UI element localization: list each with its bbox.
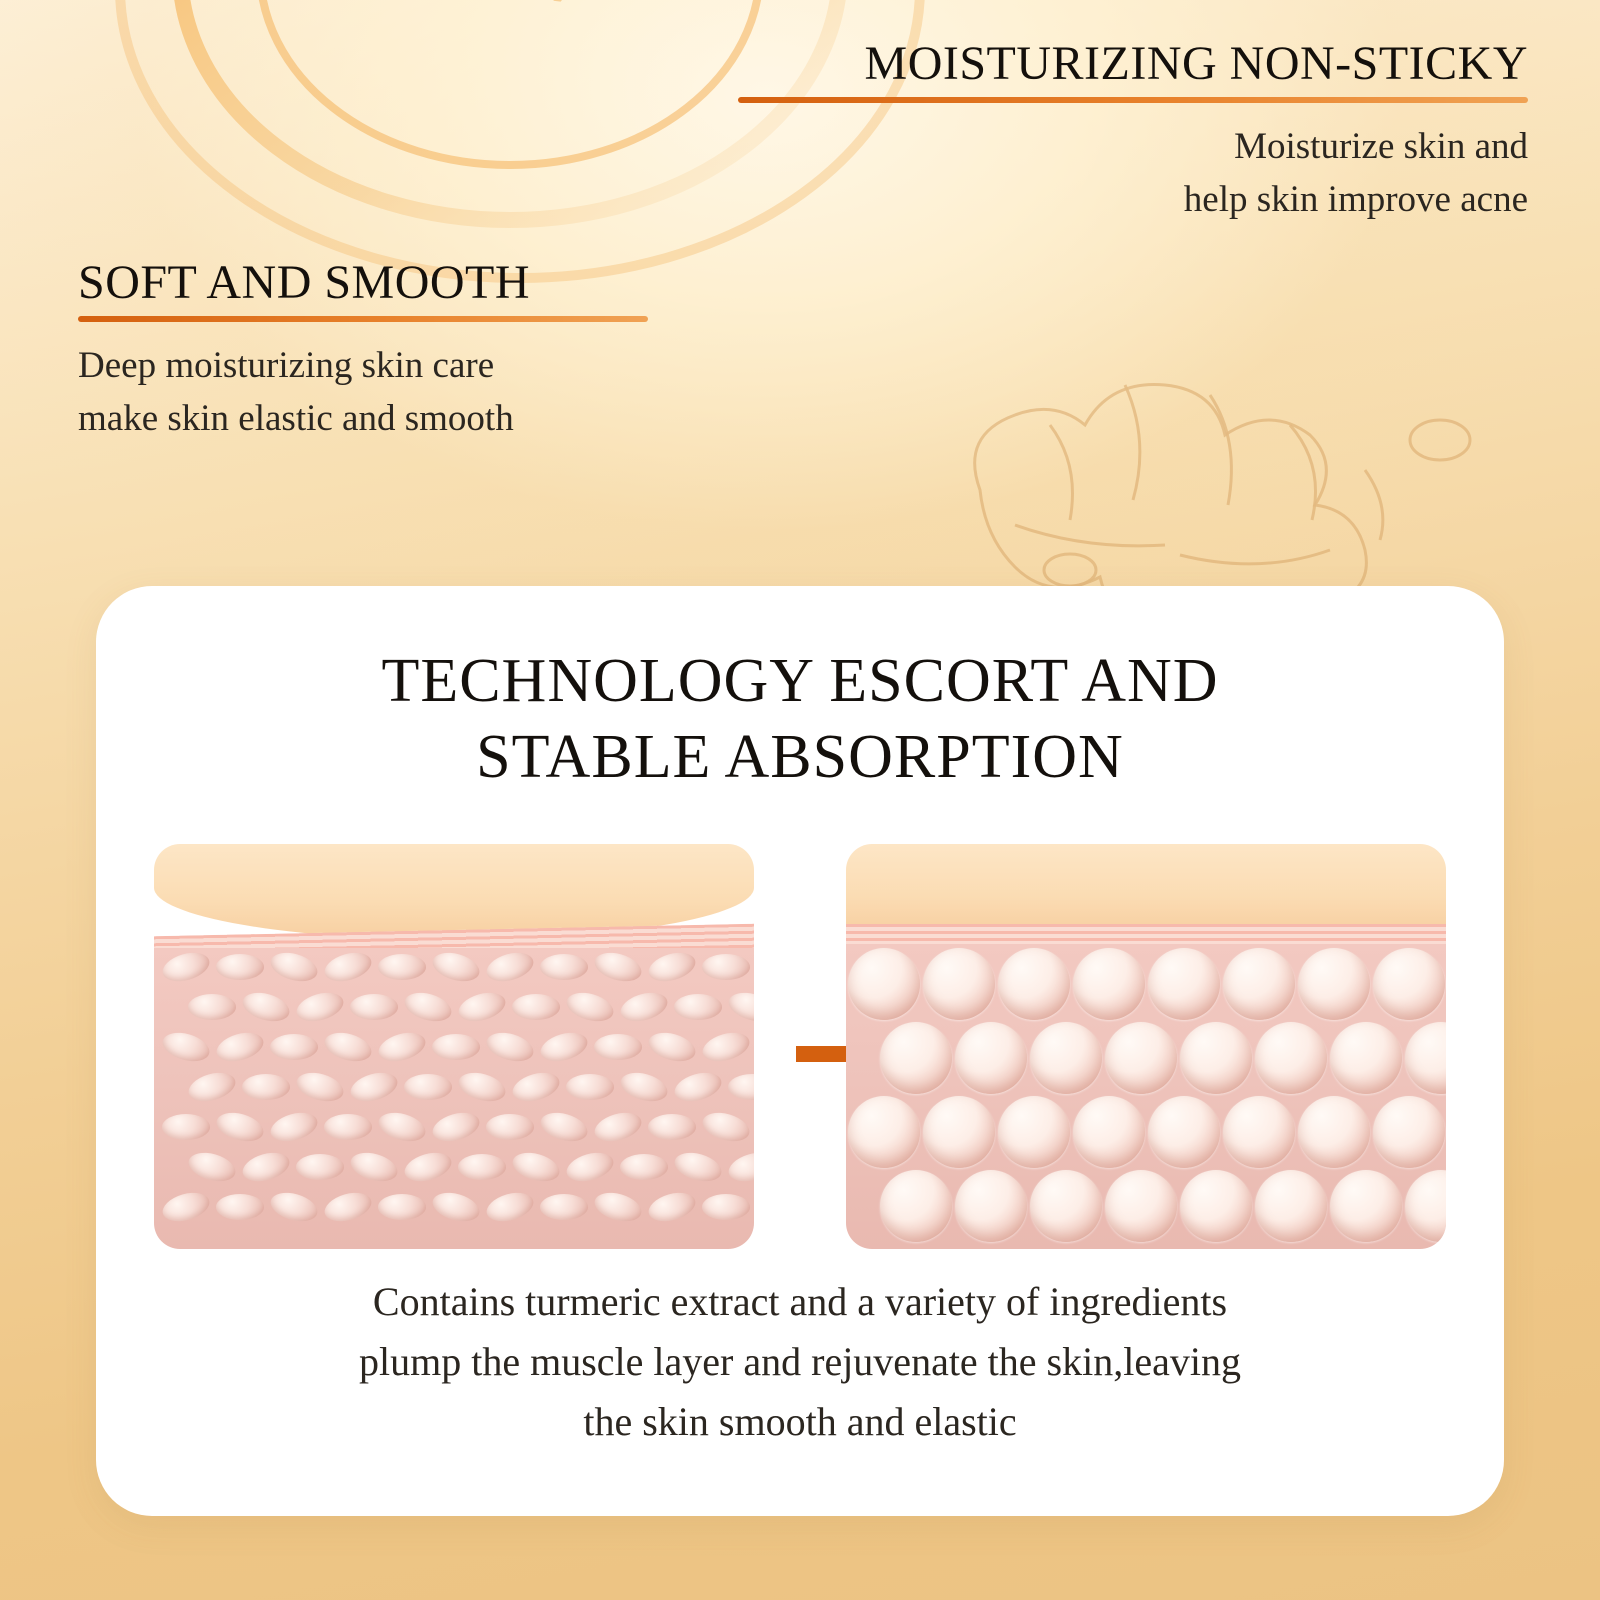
skin-cell-plump bbox=[1105, 1170, 1177, 1242]
feature-soft-and-smooth bbox=[78, 255, 648, 445]
skin-cell-flat bbox=[725, 988, 754, 1026]
ginger-root-illustration bbox=[920, 320, 1540, 620]
feature-moisturizing-body-line1: Moisturize skin and bbox=[1234, 126, 1528, 167]
skin-cell-flat bbox=[645, 1028, 698, 1066]
skin-cell-flat bbox=[483, 948, 536, 986]
skin-cell-plump bbox=[1105, 1022, 1177, 1094]
skin-cell-flat bbox=[185, 1068, 238, 1106]
flat-cell-field bbox=[154, 948, 754, 1249]
skin-cell-plump bbox=[1405, 1022, 1446, 1094]
card-title-line2: STABLE ABSORPTION bbox=[476, 722, 1124, 791]
skin-cell-flat bbox=[321, 1028, 374, 1066]
skin-cell-flat bbox=[378, 1194, 426, 1220]
skin-cell-flat bbox=[321, 1188, 374, 1226]
skin-cell-plump bbox=[955, 1170, 1027, 1242]
skin-cell-flat bbox=[483, 1028, 536, 1066]
feature-moisturizing-title: MOISTURIZING NON-STICKY bbox=[864, 37, 1528, 90]
skin-cell-plump bbox=[1073, 1096, 1145, 1168]
skin-cell-plump bbox=[1030, 1022, 1102, 1094]
skin-cell-flat bbox=[594, 1034, 642, 1060]
skin-cell-plump bbox=[955, 1022, 1027, 1094]
skin-cell-plump bbox=[1148, 1096, 1220, 1168]
skin-cell-flat bbox=[617, 988, 670, 1026]
skin-cell-flat bbox=[483, 1188, 536, 1226]
skin-cell-plump bbox=[848, 948, 920, 1020]
skin-cell-flat bbox=[375, 1108, 428, 1146]
skin-cell-flat bbox=[347, 1068, 400, 1106]
skin-cell-plump bbox=[848, 1096, 920, 1168]
skin-cell-flat bbox=[725, 1148, 754, 1186]
feature-moisturizing-underline bbox=[738, 97, 1528, 103]
skin-cell-flat bbox=[591, 948, 644, 986]
feature-moisturizing-body-line2: help skin improve acne bbox=[1183, 178, 1528, 220]
skin-cell-flat bbox=[540, 954, 588, 980]
skin-cell-plump bbox=[1405, 1170, 1446, 1242]
epidermis-layer-after bbox=[846, 844, 1446, 932]
skin-cell-flat bbox=[563, 1148, 616, 1186]
skin-cell-flat bbox=[620, 1154, 668, 1180]
skin-cell-flat bbox=[270, 1034, 318, 1060]
skin-cell-flat bbox=[540, 1194, 588, 1220]
skin-cell-flat bbox=[512, 994, 560, 1020]
skin-cell-flat bbox=[267, 948, 320, 986]
skin-cell-flat bbox=[429, 1188, 482, 1226]
skin-cell-flat bbox=[213, 1108, 266, 1146]
skin-cell-flat bbox=[401, 1148, 454, 1186]
skin-cell-plump bbox=[923, 948, 995, 1020]
feature-soft-body-line2: make skin elastic and smooth bbox=[78, 397, 514, 439]
technology-card bbox=[96, 586, 1504, 1516]
skin-cell-flat bbox=[267, 1188, 320, 1226]
feature-soft-title: SOFT AND SMOOTH bbox=[78, 256, 531, 309]
skin-cell-flat bbox=[458, 1154, 506, 1180]
skin-cell-flat bbox=[671, 1068, 724, 1106]
skin-cell-flat bbox=[591, 1188, 644, 1226]
skin-cell-flat bbox=[293, 1068, 346, 1106]
skin-cell-flat bbox=[347, 1148, 400, 1186]
skin-cell-flat bbox=[242, 1074, 290, 1100]
feature-moisturizing bbox=[738, 36, 1528, 226]
card-title bbox=[96, 586, 1504, 795]
skin-cell-flat bbox=[159, 1028, 212, 1066]
skin-cell-flat bbox=[509, 1068, 562, 1106]
skin-cell-flat bbox=[216, 1194, 264, 1220]
skin-cell-flat bbox=[162, 1114, 210, 1140]
skin-cell-flat bbox=[321, 948, 374, 986]
skin-cell-plump bbox=[1330, 1022, 1402, 1094]
card-description-line2: plump the muscle layer and rejuvenate the skin,leaving bbox=[359, 1339, 1241, 1384]
card-description-line3: the skin smooth and elastic bbox=[583, 1399, 1017, 1444]
feature-soft-body bbox=[78, 340, 648, 445]
feature-soft-underline bbox=[78, 316, 648, 322]
skin-cell-flat bbox=[239, 1148, 292, 1186]
skin-cell-plump bbox=[1030, 1170, 1102, 1242]
skin-cell-plump bbox=[1180, 1170, 1252, 1242]
skin-cell-flat bbox=[537, 1108, 590, 1146]
skin-panel-after bbox=[846, 844, 1446, 1249]
skin-cell-flat bbox=[378, 954, 426, 980]
skin-cell-flat bbox=[159, 1188, 212, 1226]
card-description-line1: Contains turmeric extract and a variety of ingredients bbox=[372, 1279, 1228, 1324]
feature-soft-body-line1: Deep moisturizing skin care bbox=[78, 345, 495, 386]
skin-cell-flat bbox=[267, 1108, 320, 1146]
skin-cell-plump bbox=[880, 1022, 952, 1094]
skin-cell-flat bbox=[537, 1028, 590, 1066]
skin-cell-flat bbox=[324, 1114, 372, 1140]
skin-cell-flat bbox=[216, 954, 264, 980]
skin-cell-plump bbox=[1255, 1022, 1327, 1094]
skin-cell-flat bbox=[455, 988, 508, 1026]
card-description bbox=[96, 1272, 1504, 1452]
skin-cell-flat bbox=[699, 1108, 752, 1146]
skin-panel-before bbox=[154, 844, 754, 1249]
skin-cell-plump bbox=[880, 1170, 952, 1242]
skin-cell-flat bbox=[645, 1188, 698, 1226]
skin-cell-plump bbox=[998, 1096, 1070, 1168]
skin-cell-flat bbox=[645, 948, 698, 986]
feature-moisturizing-body bbox=[738, 121, 1528, 226]
skin-cell-flat bbox=[188, 994, 236, 1020]
skin-cell-plump bbox=[1298, 1096, 1370, 1168]
skin-cell-flat bbox=[239, 988, 292, 1026]
skin-cell-flat bbox=[455, 1068, 508, 1106]
card-title-line1: TECHNOLOGY ESCORT AND bbox=[381, 647, 1219, 715]
skin-cell-flat bbox=[429, 1108, 482, 1146]
skin-cell-flat bbox=[728, 1074, 754, 1100]
skin-cell-flat bbox=[429, 948, 482, 986]
skin-cell-flat bbox=[617, 1068, 670, 1106]
skin-cell-flat bbox=[648, 1114, 696, 1140]
skin-cell-flat bbox=[213, 1028, 266, 1066]
skin-cell-flat bbox=[375, 1028, 428, 1066]
skin-cell-flat bbox=[702, 1194, 750, 1220]
skin-cell-plump bbox=[1180, 1022, 1252, 1094]
skin-cell-flat bbox=[159, 948, 212, 986]
round-cell-field bbox=[846, 944, 1446, 1249]
skin-cell-plump bbox=[923, 1096, 995, 1168]
skin-cell-flat bbox=[401, 988, 454, 1026]
skin-cell-flat bbox=[509, 1148, 562, 1186]
skin-cell-plump bbox=[1073, 948, 1145, 1020]
skin-cell-plump bbox=[1148, 948, 1220, 1020]
skin-cell-flat bbox=[699, 1028, 752, 1066]
skin-cell-flat bbox=[486, 1114, 534, 1140]
skin-cell-plump bbox=[1223, 1096, 1295, 1168]
skin-cell-plump bbox=[1223, 948, 1295, 1020]
skin-cell-flat bbox=[404, 1074, 452, 1100]
skin-cell-flat bbox=[185, 1148, 238, 1186]
skin-cell-flat bbox=[293, 988, 346, 1026]
skin-cell-flat bbox=[674, 994, 722, 1020]
skin-cell-flat bbox=[671, 1148, 724, 1186]
skin-cell-flat bbox=[566, 1074, 614, 1100]
skin-cell-plump bbox=[1298, 948, 1370, 1020]
skin-cell-plump bbox=[1373, 948, 1445, 1020]
skin-cell-flat bbox=[296, 1154, 344, 1180]
skin-cell-flat bbox=[702, 954, 750, 980]
skin-cell-flat bbox=[350, 994, 398, 1020]
skin-cell-flat bbox=[563, 988, 616, 1026]
skin-cell-plump bbox=[1373, 1096, 1445, 1168]
skin-cell-flat bbox=[432, 1034, 480, 1060]
skin-cell-flat bbox=[591, 1108, 644, 1146]
skin-cell-plump bbox=[1330, 1170, 1402, 1242]
skin-cell-plump bbox=[998, 948, 1070, 1020]
skin-cell-plump bbox=[1255, 1170, 1327, 1242]
before-after-panels bbox=[96, 844, 1504, 1254]
